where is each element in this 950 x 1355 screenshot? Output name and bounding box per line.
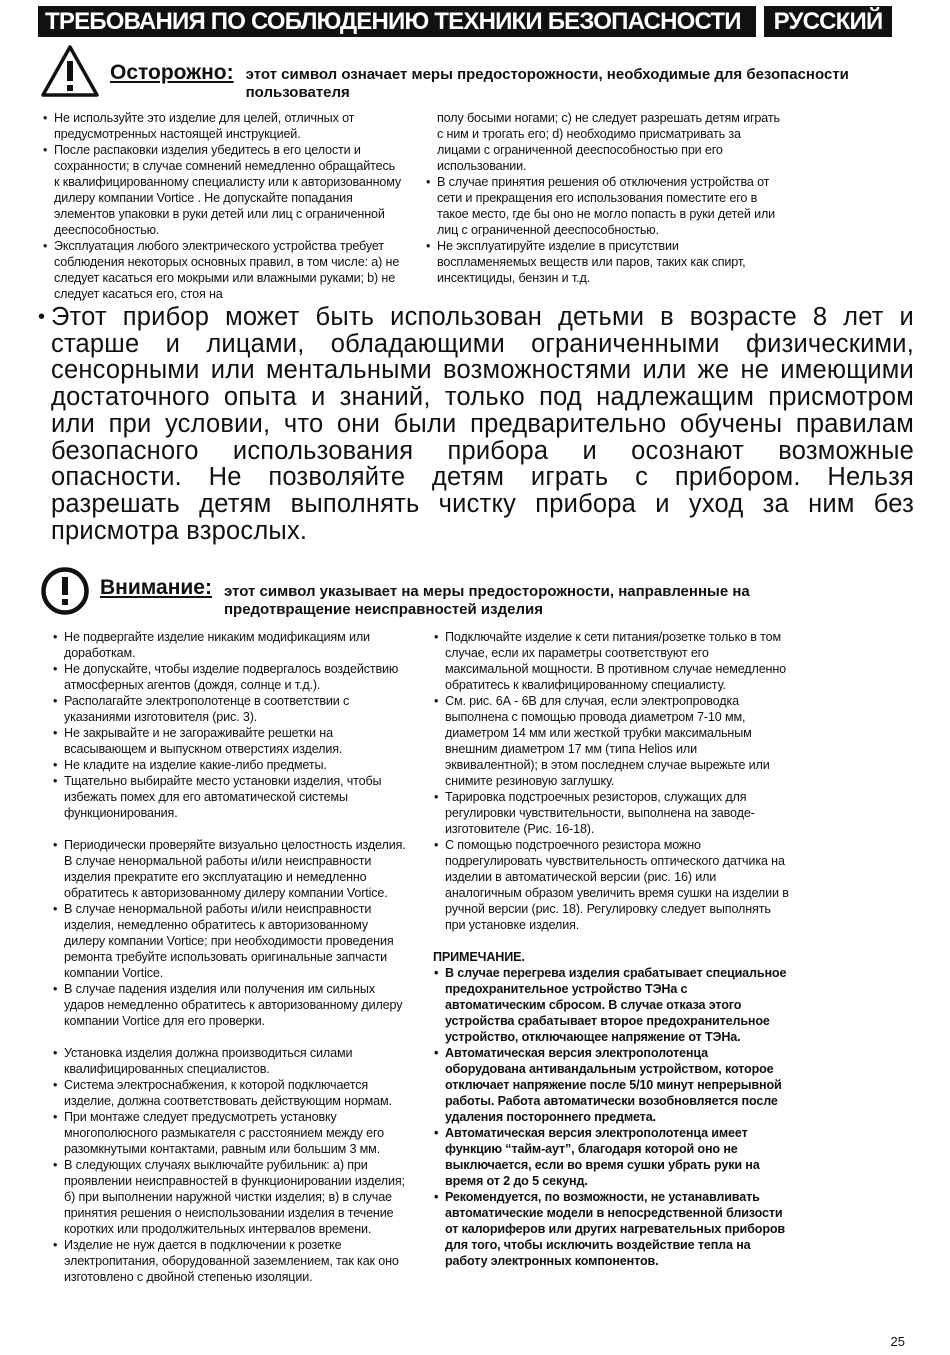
list-item: • Эксплуатация любого электрического устройства требует соблюдения некоторых основных правил, в том числе: a) не следует касаться его мокрыми или влажными руками; b) не следует касаться его, стоя на [42,238,402,302]
page-header [38,6,892,37]
attention-heading: Внимание: [100,576,212,599]
list-item: • При монтаже следует предусмотреть установку многополюсного размыкателя с расстоянием между его разомкнутыми контактами, равным или большим 3 мм. [52,1109,410,1157]
list-item: • Не закрывайте и не загораживайте решетки на всасывающем и выпускном отверстиях изделия. [52,725,410,757]
caution-heading: Осторожно: [110,61,234,84]
caution-right-column [425,110,780,286]
caution-left-column [42,110,402,302]
list-item: • В случае падения изделия или получения им сильных ударов немедленно обратитесь к авторизованному дилеру компании Vortice для его проверки. [52,981,410,1029]
note-title: ПРИМЕЧАНИЕ. [433,950,525,964]
attention-right-column [433,629,789,1269]
list-item: • Не допускайте, чтобы изделие подвергалось воздействию атмосферных агентов (дождя, солнце и т.д.). [52,661,410,693]
note-item: • Автоматическая версия электрополотенца оборудована антивандальным устройством, которое отключает напряжение после 5/10 минут непрерывной работы. Работа автоматически возобновляется после удаления постороннего предмета. [433,1045,789,1125]
caution-description: этот символ означает меры предосторожности, необходимые для безопасности пользователя [245,66,849,101]
bullet-marker: • [38,306,46,328]
list-item: • В случае ненормальной работы и/или неисправности изделия, немедленно обратитесь к авторизованному дилеру компании Vortice; при необходимости проведения ремонта требуйте использовать оригинальные запчасти компании Vortice. [52,901,410,981]
list-item: • В случае принятия решения об отключения устройства от сети и прекращения его использования поместите его в такое место, где бы оно не могло попасть в руки детей или лиц с ограниченной дееспособностью. [425,174,780,238]
list-item: • Не используйте это изделие для целей, отличных от предусмотренных настоящей инструкцией. [42,110,402,142]
note-item: • Рекомендуется, по возможности, не устанавливать автоматические модели в непосредственной близости от калориферов или других нагревательных приборов для того, чтобы исключить воздействие тепла на работу электронных компонентов. [433,1189,789,1269]
list-item: • Тарировка подстроечных резисторов, служащих для регулировки чувствительности, выполнена на заводе-изготовителе (Рис. 16-18). [433,789,789,837]
list-item: • Не кладите на изделие какие-либо предметы. [52,757,410,773]
children-warning [38,304,914,544]
list-item: • Система электроснабжения, к которой подключается изделие, должна соответствовать действующим нормам. [52,1077,410,1109]
list-item: • Не эксплуатируйте изделие в присутствии воспламеняемых веществ или паров, таких как спирт, инсектициды, бензин и т.д. [425,238,780,286]
note-item: • В случае перегрева изделия срабатывает специальное предохранительное устройство ТЭНа с автоматическим сбросом. В случае отказа этого устройства срабатывает второе предохранительное устройство, отключающее напряжение от ТЭНа. [433,965,789,1045]
list-item: • Подключайте изделие к сети питания/розетке только в том случае, если их параметры соответствуют его максимальной мощности. В противном случае немедленно обратитесь к квалифицированному специалисту. [433,629,789,693]
list-item: • Установка изделия должна производиться силами квалифицированных специалистов. [52,1045,410,1077]
list-item: • См. рис. 6А - 6В для случая, если электропроводка выполнена с помощью провода диаметром 7-10 мм, диаметром 14 мм или жесткой трубки максимальным внешним диаметром 17 мм (типа Helios или эквивалентной); в этом последнем случае вырежьте или снимите резиновую заглушку. [433,693,789,789]
list-item-continuation: полу босыми ногами; c) не следует разрешать детям играть с ним и трогать его; d) необходимо присматривать за лицами с ограниченной дееспособностью при его использовании. [437,111,780,173]
page-number: 25 [890,1334,905,1349]
list-item: • Тщательно выбирайте место установки изделия, чтобы избежать помех для его автоматической системы функционирования. [52,773,410,821]
list-item: • Располагайте электрополотенце в соответствии с указаниями изготовителя (рис. 3). [52,693,410,725]
caution-heading-row [40,44,858,102]
list-item: • В следующих случаях выключайте рубильник: а) при проявлении неисправностей в функционировании изделия; б) при выполнении наружной чистки изделия; в) в случае принятия решения о неиспользовании изделия в течение коротких или продолжительных интервалов времени. [52,1157,410,1237]
list-item: • Изделие не нуж дается в подключении к розетке электропитания, оборудованной заземлением, так как оно изготовлено с двойной степенью изоляции. [52,1237,410,1285]
list-item: • С помощью подстроечного резистора можно подрегулировать чувствительность оптического датчика на изделии в автоматической версии (рис. 16) или аналогичным образом увеличить время сушки на изделии в ручной версии (рис. 18). Регулировку следует выполнять при установке изделия. [433,837,789,933]
list-item: • После распаковки изделия убедитесь в его целости и сохранности; в случае сомнений немедленно обращайтесь к квалифицированному специалисту или к авторизованному дилеру компании Vortice . Не допускайте попадания элементов упаковки в руки детей или лиц с ограниченной дееспособностью. [42,142,402,238]
attention-description: этот символ указывает на меры предосторожности, направленные на предотвращение неисправностей изделия [223,583,750,618]
exclamation-circle-icon [40,566,90,616]
attention-left-column [52,629,410,1285]
note-item: • Автоматическая версия электрополотенца имеет функцию “тайм-аут”, благодаря которой оно не выключается, если во время сушки убрать руки на время от 2 до 5 секунд. [433,1125,789,1189]
list-item: • Периодически проверяйте визуально целостность изделия. В случае ненормальной работы и/или неисправности изделия прекратите его эксплуатацию и немедленно обратитесь к авторизованному дилеру компании Vortice. [52,837,410,901]
children-warning-text: Этот прибор может быть использован детьми в возрасте 8 лет и старше и лицами, обладающими ограниченными физическими, сенсорными или ментальными возможностями или же не имеющими достаточного опыта и знаний, только под надлежащим присмотром или при условии, что они были предварительно обучены правилам безопасного использования прибора и осознают возможные опасности. Не позволяйте детям играть с прибором. Нельзя разрешать детям выполнять чистку прибора и уход за ним без присмотра взрослых. [51,303,914,545]
language-label: РУССКИЙ [764,6,892,37]
attention-heading-row [40,566,824,619]
list-item: • Не подвергайте изделие никаким модификациям или доработкам. [52,629,410,661]
page-title: ТРЕБОВАНИЯ ПО СОБЛЮДЕНИЮ ТЕХНИКИ БЕЗОПАСНОСТИ [38,6,756,37]
warning-triangle-icon [40,44,100,98]
